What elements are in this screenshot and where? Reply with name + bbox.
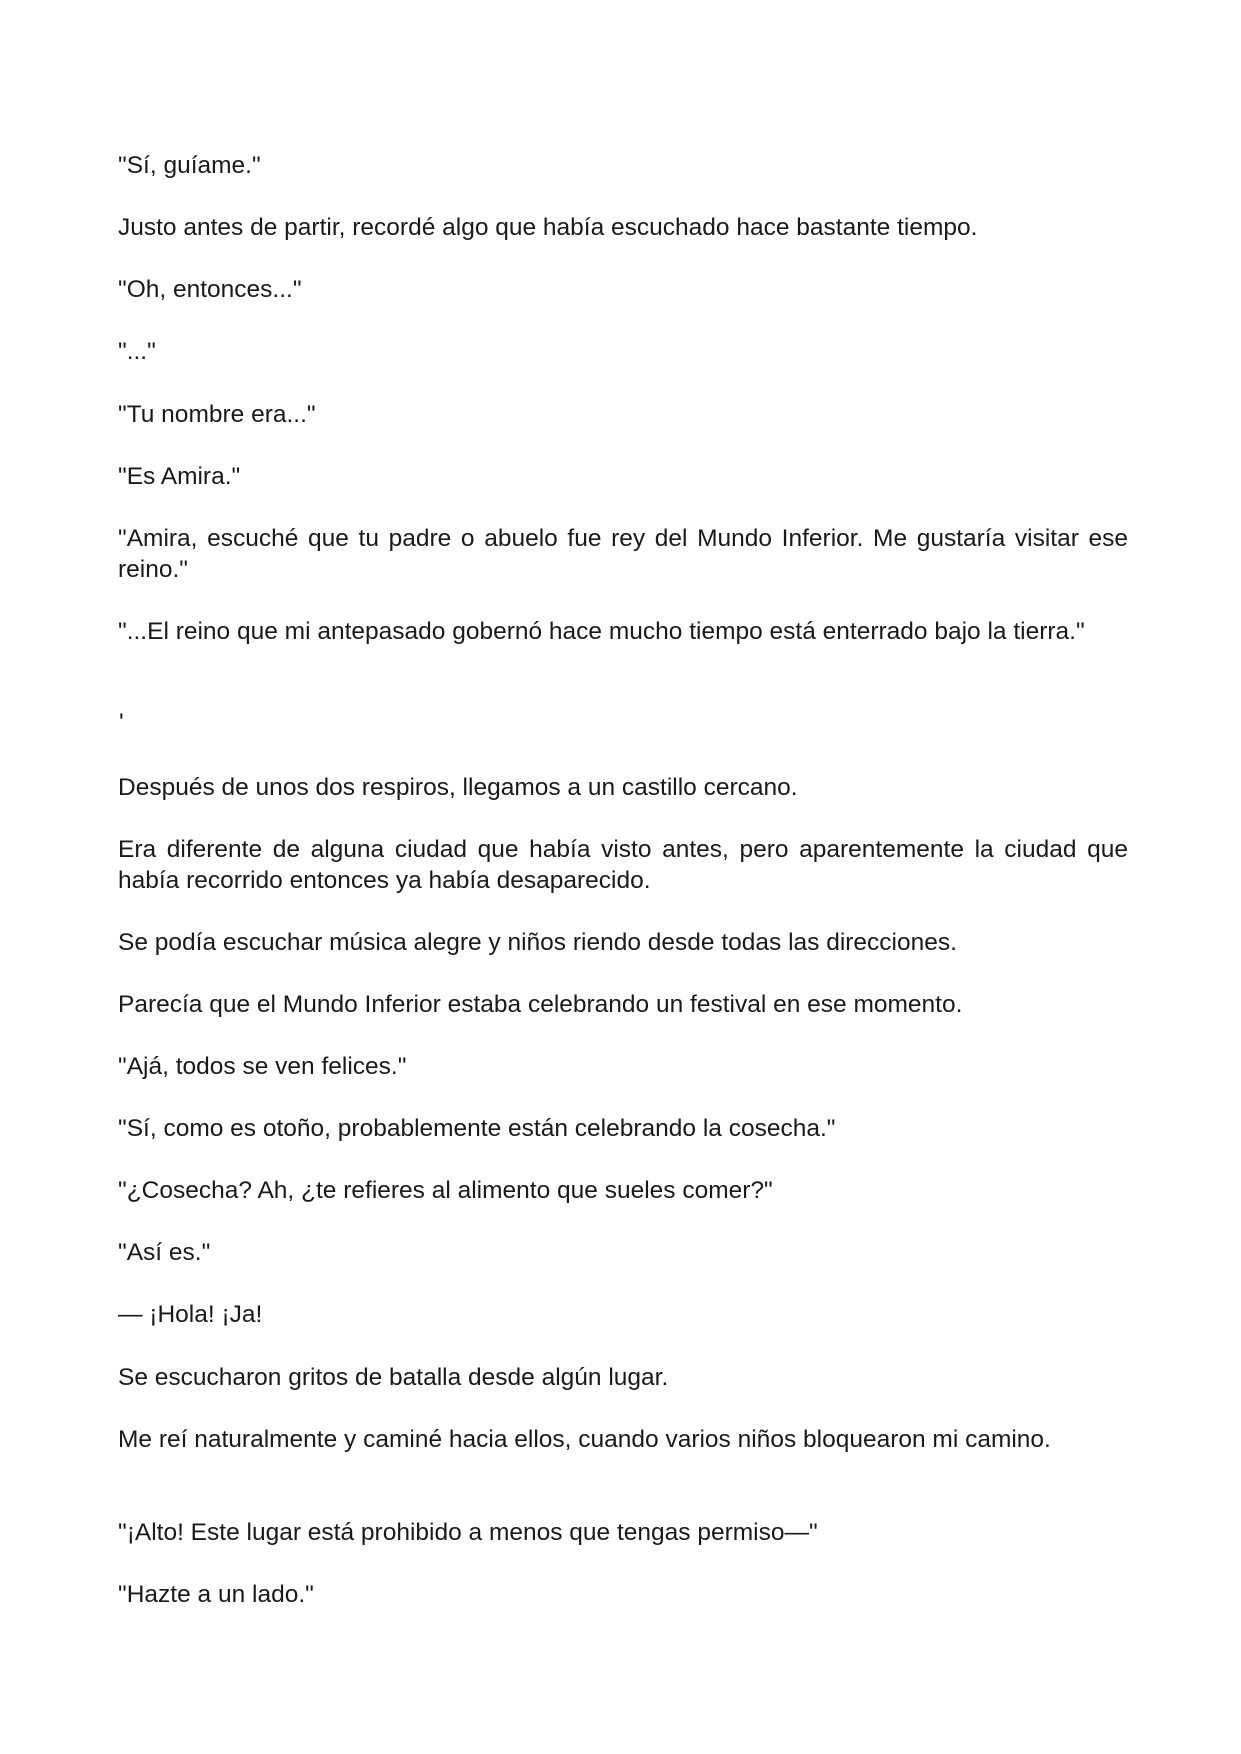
paragraph: Era diferente de alguna ciudad que había visto antes, pero aparentemente la ciudad que había recorrido entonces ya había desaparecido. xyxy=(118,836,1135,894)
paragraph: Parecía que el Mundo Inferior estaba celebrando un festival en ese momento. xyxy=(118,991,963,1018)
paragraph: Se escucharon gritos de batalla desde algún lugar. xyxy=(118,1364,669,1391)
paragraph: "Así es." xyxy=(118,1239,211,1266)
paragraph: "¡Alto! Este lugar está prohibido a menos que tengas permiso—" xyxy=(118,1519,818,1546)
paragraph: "Tu nombre era..." xyxy=(118,401,316,428)
paragraph: Me reí naturalmente y caminé hacia ellos, cuando varios niños bloquearon mi camino. xyxy=(118,1426,1051,1453)
paragraph: — ¡Hola! ¡Ja! xyxy=(118,1301,263,1328)
text-column xyxy=(118,0,1135,1754)
paragraph: Después de unos dos respiros, llegamos a un castillo cercano. xyxy=(118,774,798,801)
stray-mark: ' xyxy=(119,709,124,736)
paragraph: "...El reino que mi antepasado gobernó hace mucho tiempo está enterrado bajo la tierra." xyxy=(118,618,1085,645)
paragraph: Se podía escuchar música alegre y niños riendo desde todas las direcciones. xyxy=(118,929,957,956)
paragraph: "Sí, como es otoño, probablemente están celebrando la cosecha." xyxy=(118,1115,836,1142)
paragraph: "Es Amira." xyxy=(118,463,241,490)
paragraph: "Amira, escuché que tu padre o abuelo fue rey del Mundo Inferior. Me gustaría visitar ese reino." xyxy=(118,525,1135,583)
paragraph: "Sí, guíame." xyxy=(118,152,261,179)
paragraph: Justo antes de partir, recordé algo que había escuchado hace bastante tiempo. xyxy=(118,214,978,241)
paragraph: "Hazte a un lado." xyxy=(118,1581,314,1608)
paragraph: "Ajá, todos se ven felices." xyxy=(118,1053,407,1080)
paragraph: "..." xyxy=(118,338,156,365)
paragraph: "¿Cosecha? Ah, ¿te refieres al alimento que sueles comer?" xyxy=(118,1177,773,1204)
paragraph: "Oh, entonces..." xyxy=(118,276,302,303)
